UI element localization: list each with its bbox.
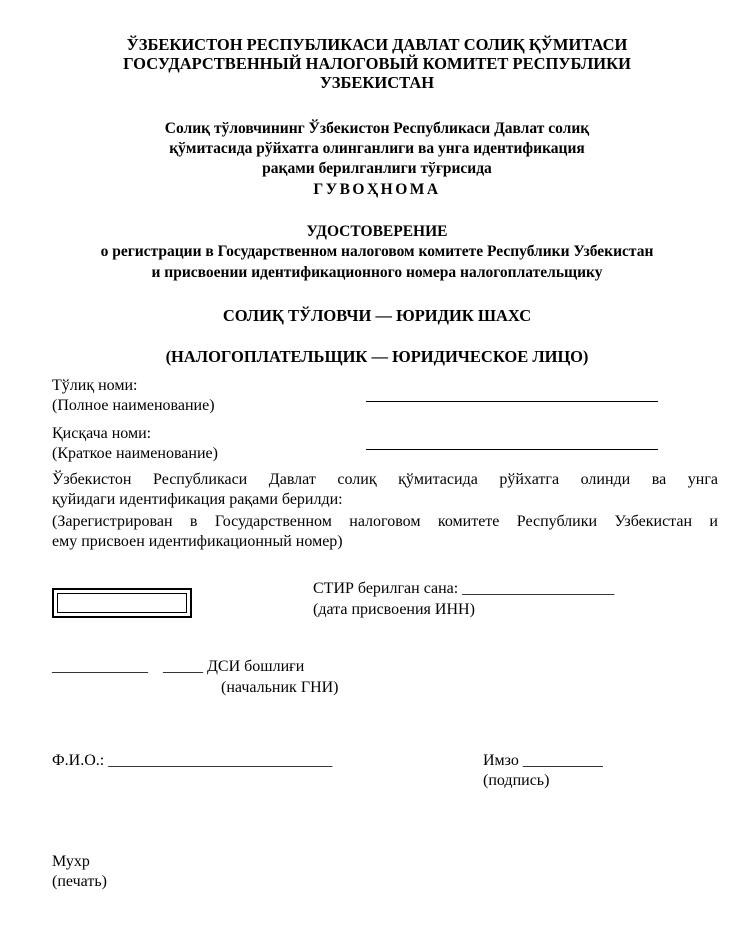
- short-name-label-ru: (Краткое наименование): [52, 445, 218, 462]
- taxpayer-type-uz: СОЛИҚ ТЎЛОВЧИ — ЮРИДИК ШАХС: [222, 306, 532, 325]
- head-label-uz: _____ ДСИ бошлиғи: [163, 658, 305, 675]
- certificate-uz-line3: рақами берилганлиги тўғрисида: [262, 160, 492, 177]
- header-title-uz: ЎЗБЕКИСТОН РЕСПУБЛИКАСИ ДАВЛАТ СОЛИҚ ҚЎМИТАСИ: [126, 35, 628, 54]
- certificate-uz-line1: Солиқ тўловчининг Ўзбекистон Республикаси Давлат солиқ: [164, 120, 590, 137]
- sign-field-uz[interactable]: Имзо __________: [483, 752, 603, 769]
- header-title-ru-line1: ГОСУДАРСТВЕННЫЙ НАЛОГОВЫЙ КОМИТЕТ РЕСПУБЛИКИ: [123, 54, 631, 73]
- registration-ru-line1: (Зарегистрирован в Государственном налоговом комитете Республики Узбекистан и: [52, 513, 718, 530]
- short-name-label-uz: Қисқача номи:: [52, 425, 152, 442]
- head-signature-line[interactable]: ____________: [52, 658, 148, 675]
- certificate-uz-title: ГУВОҲНОМА: [313, 181, 441, 198]
- fio-field[interactable]: Ф.И.О.: ____________________________: [52, 752, 333, 769]
- certificate-uz-line2: қўмитасида рўйхатга олинганлиги ва унга идентификация: [169, 140, 585, 157]
- inn-number-box[interactable]: [52, 588, 192, 618]
- full-name-label-ru: (Полное наименование): [52, 397, 215, 414]
- full-name-field-line[interactable]: [366, 401, 658, 402]
- registration-uz-line2: қуйидаги идентификация рақами берилди:: [52, 491, 343, 508]
- certificate-ru-line1: о регистрации в Государственном налоговом комитете Республики Узбекистан: [100, 243, 654, 260]
- full-name-label-uz: Тўлиқ номи:: [52, 377, 138, 394]
- certificate-ru-line2: и присвоении идентификационного номера налогоплательщику: [151, 264, 603, 281]
- registration-uz-line1: Ўзбекистон Республикаси Давлат солиқ қўмитасида рўйхатга олинди ва унга: [52, 471, 718, 488]
- short-name-field-line[interactable]: [366, 449, 658, 450]
- registration-ru-line2: ему присвоен идентификационный номер): [52, 533, 343, 550]
- head-label-ru: (начальник ГНИ): [221, 679, 339, 696]
- inn-number-box-inner: [57, 593, 187, 613]
- inn-date-label-uz: СТИР берилган сана: ___________________: [313, 580, 615, 597]
- taxpayer-type-ru: (НАЛОГОПЛАТЕЛЬЩИК — ЮРИДИЧЕСКОЕ ЛИЦО): [165, 347, 589, 366]
- inn-date-label-ru: (дата присвоения ИНН): [313, 601, 475, 618]
- sign-label-ru: (подпись): [483, 772, 550, 789]
- header-title-ru-line2: УЗБЕКИСТАН: [319, 73, 435, 92]
- stamp-label-ru: (печать): [52, 873, 107, 890]
- certificate-ru-title: УДОСТОВЕРЕНИЕ: [306, 223, 448, 240]
- stamp-label-uz: Мухр: [52, 853, 90, 870]
